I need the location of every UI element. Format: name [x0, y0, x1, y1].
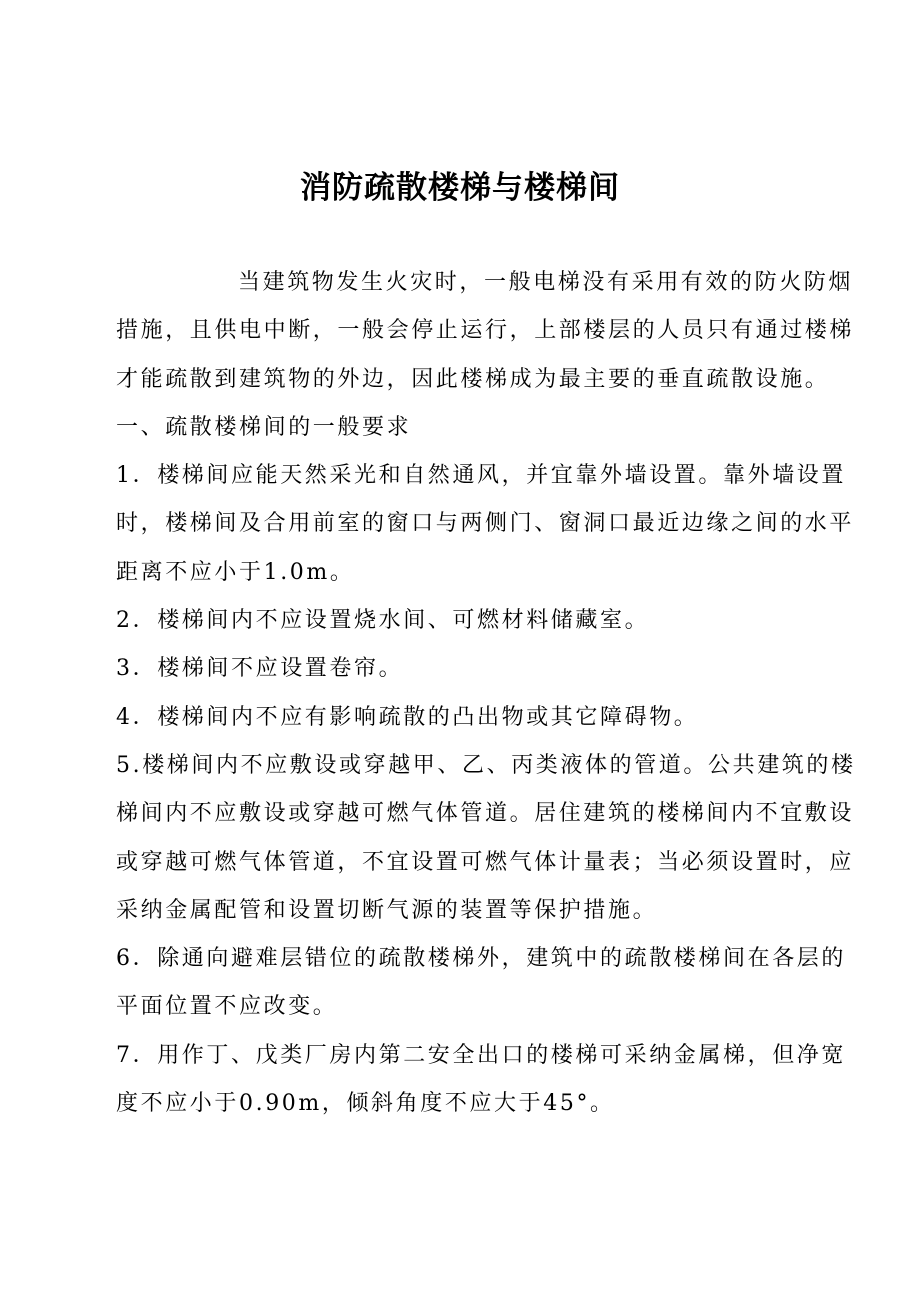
- text-line: 当建筑物发生火灾时，一般电梯没有采用有效的防火防烟: [238, 270, 854, 295]
- list-item-3: [116, 645, 816, 693]
- text-line: 时，楼梯间及合用前室的窗口与两侧门、窗洞口最近边缘之间的水平: [116, 511, 855, 537]
- text-line: 1．楼梯间应能天然采光和自然通风，并宜靠外墙设置。靠外墙设置: [116, 463, 846, 489]
- document-title: 消防疏散楼梯与楼梯间: [300, 170, 620, 206]
- list-item-4: [116, 694, 816, 742]
- text-line: 3．楼梯间不应设置卷帘。: [116, 656, 404, 682]
- text-line: 梯间内不应敷设或穿越可燃气体管道。居住建筑的楼梯间内不宜敷设: [116, 801, 855, 827]
- list-item-6: [116, 935, 846, 1032]
- text-line: 距离不应小于1.0m。: [116, 559, 355, 585]
- text-line: 2．楼梯间内不应设置烧水间、可燃材料储藏室。: [116, 608, 650, 634]
- text-line: 6．除通向避难层错位的疏散楼梯外，建筑中的疏散楼梯间在各层的: [116, 946, 846, 972]
- text-line: 度不应小于0.90m，倾斜角度不应大于45°。: [116, 1091, 615, 1117]
- list-item-2: [116, 597, 816, 645]
- text-line: 4．楼梯间内不应有影响疏散的凸出物或其它障碍物。: [116, 704, 699, 730]
- text-line: 5.楼梯间内不应敷设或穿越甲、乙、丙类液体的管道。公共建筑的楼: [116, 752, 856, 778]
- text-line: 采纳金属配管和设置切断气源的装置等保护措施。: [116, 897, 658, 923]
- text-line: 平面位置不应改变。: [116, 994, 338, 1020]
- list-item-7: [116, 1032, 846, 1129]
- document-body: [116, 259, 856, 1128]
- text-line: 或穿越可燃气体管道，不宜设置可燃气体计量表；当必须设置时，应: [116, 849, 855, 875]
- list-item-5: [116, 742, 856, 935]
- text-line: 7．用作丁、戊类厂房内第二安全出口的楼梯可采纳金属梯，但净宽: [116, 1042, 846, 1068]
- section-heading: 一、疏散楼梯间的一般要求: [116, 414, 412, 440]
- text-line: 才能疏散到建筑物的外边，因此楼梯成为最主要的垂直疏散设施。: [116, 366, 830, 392]
- list-item-1: [116, 452, 855, 597]
- intro-paragraph: [116, 259, 855, 404]
- text-line: 措施，且供电中断，一般会停止运行，上部楼层的人员只有通过楼梯: [116, 318, 855, 344]
